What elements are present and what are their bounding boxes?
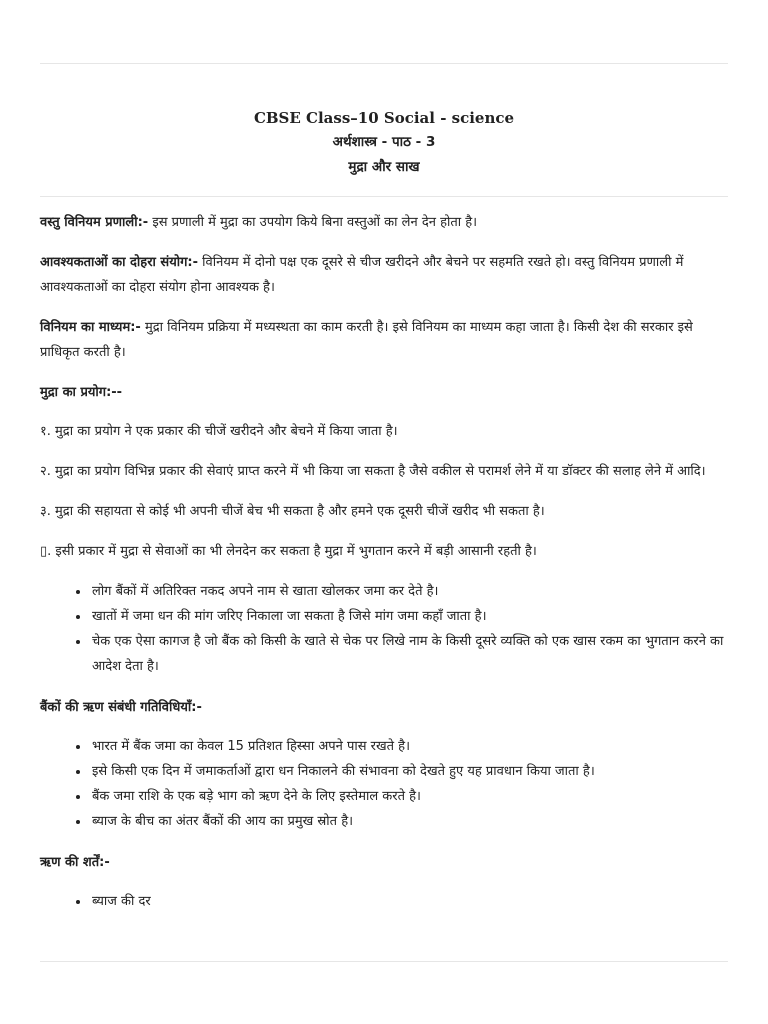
terms-points-list [40,889,730,914]
use-item: २. मुद्रा का प्रयोग विभिन्न प्रकार की सेवाएं प्राप्त करने में भी किया जा सकता है जैसे वकील से परामर्श लेने में या डॉक्टर की सलाह लेने में आदि। [40,464,706,479]
barter-text: इस प्रणाली में मुद्रा का उपयोग किये बिना वस्तुओं का लेन देन होता है। [148,215,478,230]
list-item: • लोग बैंकों में अतिरिक्त नकद अपने नाम से खाता खोलकर जमा कर देते है। [90,579,730,604]
bank-points-list [40,579,730,679]
header-divider [40,196,728,197]
loan-heading: बैंकों की ऋण संबंधी गतिविधियाँ:- [40,700,202,715]
chapter-title: मुद्रा और साख [348,159,420,175]
bottom-divider [40,961,728,962]
use-item: ▯. इसी प्रकार में मुद्रा से सेवाओं का भी लेनदेन कर सकता है मुद्रा में भुगतान करने में बड़ी आसानी रहती है। [40,544,537,559]
list-item: • खातों में जमा धन की मांग जरिए निकाला जा सकता है जिसे मांग जमा कहाँ जाता है। [90,604,730,629]
barter-paragraph [40,210,730,235]
list-item: • ब्याज की दर [90,889,730,914]
use-item: १. मुद्रा का प्रयोग ने एक प्रकार की चीजें खरीदने और बेचने में किया जाता है। [40,424,398,439]
list-item: • भारत में बैंक जमा का केवल 15 प्रतिशत हिस्सा अपने पास रखते है। [90,734,730,759]
terms-heading: ऋण की शर्तें:- [40,855,110,870]
double-coincidence-paragraph [40,250,730,300]
use-heading: मुद्रा का प्रयोग:-- [40,385,123,400]
medium-text: मुद्रा विनियम प्रक्रिया में मध्यस्थता का काम करती है। इसे विनियम का माध्यम कहा जाता है। किसी देश की सरकार इसे प्राधिकृत करती है। [40,320,693,360]
loan-points-list [40,734,730,834]
document-title: CBSE Class–10 Social - science [253,109,515,127]
document-subtitle: अर्थशास्त्र - पाठ - 3 [332,134,436,150]
medium-term: विनियम का माध्यम:- [40,320,141,335]
list-item: • ब्याज के बीच का अंतर बैंकों की आय का प्रमुख स्रोत है। [90,809,730,834]
top-divider [40,63,728,64]
document-header [40,106,728,180]
list-item: • इसे किसी एक दिन में जमाकर्ताओं द्वारा धन निकालने की संभावना को देखते हुए यह प्रावधान किया जाता है। [90,759,730,784]
list-item: • चेक एक ऐसा कागज है जो बैंक को किसी के खाते से चेक पर लिखे नाम के किसी दूसरे व्यक्ति को एक खास रकम का भुगतान करने का आदेश देता है। [90,629,730,679]
barter-term: वस्तु विनियम प्रणाली:- [40,215,149,230]
list-item: • बैंक जमा राशि के एक बड़े भाग को ऋण देने के लिए इस्तेमाल करते है। [90,784,730,809]
document-body [40,210,730,930]
use-item: ३. मुद्रा की सहायता से कोई भी अपनी चीजें बेच भी सकता है और हमने एक दूसरी चीजें खरीद भी सकता है। [40,504,545,519]
medium-paragraph [40,315,730,365]
double-coincidence-term: आवश्यकताओं का दोहरा संयोग:- [40,255,199,270]
double-coincidence-text: विनियम में दोनो पक्ष एक दूसरे से चीज खरीदने और बेचने पर सहमति रखते हो। वस्तु विनियम प्रणाली में आवश्यकताओं का दोहरा संयोग होना आवश्यक है। [40,255,684,295]
